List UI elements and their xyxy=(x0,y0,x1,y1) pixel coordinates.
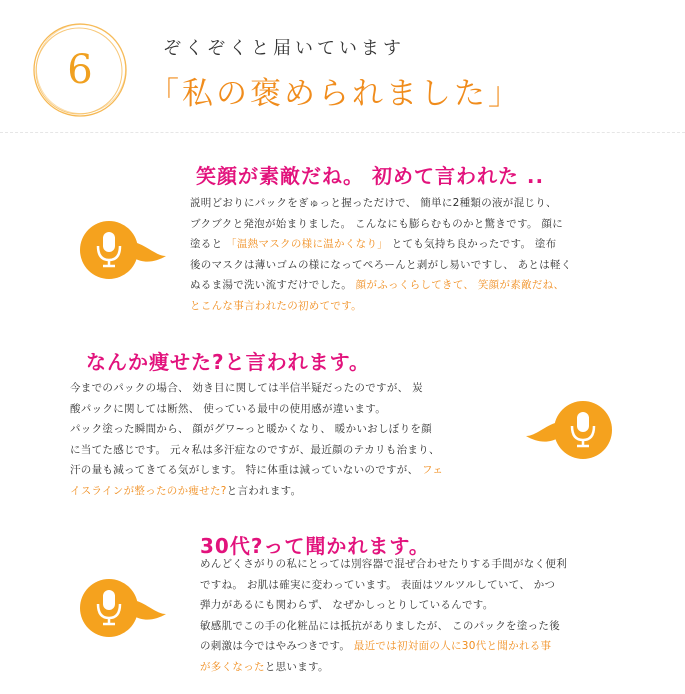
body-text: とても気持ち良かったです。 塗布 xyxy=(388,238,557,250)
body-line xyxy=(70,460,510,481)
testimonial-body xyxy=(200,554,670,677)
section-number-badge xyxy=(28,18,132,122)
body-line xyxy=(190,214,660,235)
body-text: 弾力があるにも関わらず、 なぜかしっとりしているんです。 xyxy=(200,599,494,611)
testimonial-heading: 30代?って聞かれます。 xyxy=(200,534,430,558)
body-line xyxy=(200,595,670,616)
body-line xyxy=(190,255,660,276)
body-line xyxy=(70,399,510,420)
microphone-icon xyxy=(78,574,168,638)
section-subtitle: ぞくぞくと届いています xyxy=(163,38,405,59)
body-text: ブクブクと発泡が始まりました。 こんなにも膨らむものかと驚きです。 顔に xyxy=(190,217,564,230)
body-text: パック塗った瞬間から、 顔がグワ~っと暖かくなり、 暖かいおしぼりを顔 xyxy=(70,423,432,435)
body-text: 汗の量も減ってきてる気がします。 特に体重は減っていないのですが、 xyxy=(70,464,423,476)
body-text: と思います。 xyxy=(264,660,329,673)
highlight-text: イスラインが整ったのか痩せた? xyxy=(70,484,227,497)
highlight-text: 最近では初対面の人に30代と聞かれる事 xyxy=(353,640,552,652)
highlight-text: 顔がふっくらしてきて、 笑顔が素敵だね、 xyxy=(355,279,565,291)
body-line xyxy=(200,575,670,596)
body-line xyxy=(190,275,660,296)
highlight-text: 「温熱マスクの様に温かくなり」 xyxy=(226,238,389,250)
microphone-icon xyxy=(78,216,168,280)
body-text: 今までのパックの場合、 効き目に関しては半信半疑だったのですが、 炭 xyxy=(70,382,423,394)
body-line xyxy=(70,481,510,502)
body-text: ぬるま湯で洗い流すだけでした。 xyxy=(190,279,356,291)
body-text: 酸パックに関しては断然、 使っている最中の使用感が違います。 xyxy=(70,402,386,415)
section-title: 「私の褒められました」 xyxy=(148,76,522,112)
body-line xyxy=(190,193,660,214)
testimonial-body xyxy=(190,193,660,316)
body-text: 後のマスクは薄いゴムの様になってぺろーんと剥がし易いですし、 あとは軽く xyxy=(190,258,572,271)
body-line xyxy=(70,378,510,399)
body-line xyxy=(70,440,510,461)
body-text: めんどくさがりの私にとっては別容器で混ぜ合わせたりする手間がなく便利 xyxy=(200,558,567,570)
body-line xyxy=(200,616,670,637)
microphone-icon xyxy=(524,396,614,460)
testimonial-heading: なんか痩せた?と言われます。 xyxy=(86,350,371,374)
body-text: と言われます。 xyxy=(226,484,302,497)
body-text: ですね。 お肌は確実に変わっています。 表面はツルツルしていて、 かつ xyxy=(200,578,556,591)
body-line xyxy=(200,554,670,575)
body-text: 説明どおりにパックをぎゅっと握っただけで、 簡単に2種類の液が混じり、 xyxy=(190,197,557,209)
highlight-text: とこんな事言われたの初めてです。 xyxy=(190,299,362,312)
testimonial-body xyxy=(70,378,510,501)
section-number: 6 xyxy=(67,47,93,93)
highlight-text: が多くなった xyxy=(200,660,265,673)
body-line xyxy=(70,419,510,440)
highlight-text: フェ xyxy=(422,464,444,476)
body-text: の刺激は今ではやみつきです。 xyxy=(200,640,354,652)
body-line xyxy=(200,657,670,678)
divider xyxy=(0,132,685,133)
body-line xyxy=(190,234,660,255)
body-text: に当てた感じです。 元々私は多汗症なのですが、最近顔のテカリも治まり、 xyxy=(70,443,440,456)
body-line xyxy=(200,636,670,657)
body-text: 敏感肌でこの手の化粧品には抵抗がありましたが、 このパックを塗った後 xyxy=(200,619,561,632)
body-text: 塗ると xyxy=(190,238,227,250)
body-line xyxy=(190,296,660,317)
testimonial-heading: 笑顔が素敵だね。 初めて言われた .. xyxy=(196,164,545,188)
